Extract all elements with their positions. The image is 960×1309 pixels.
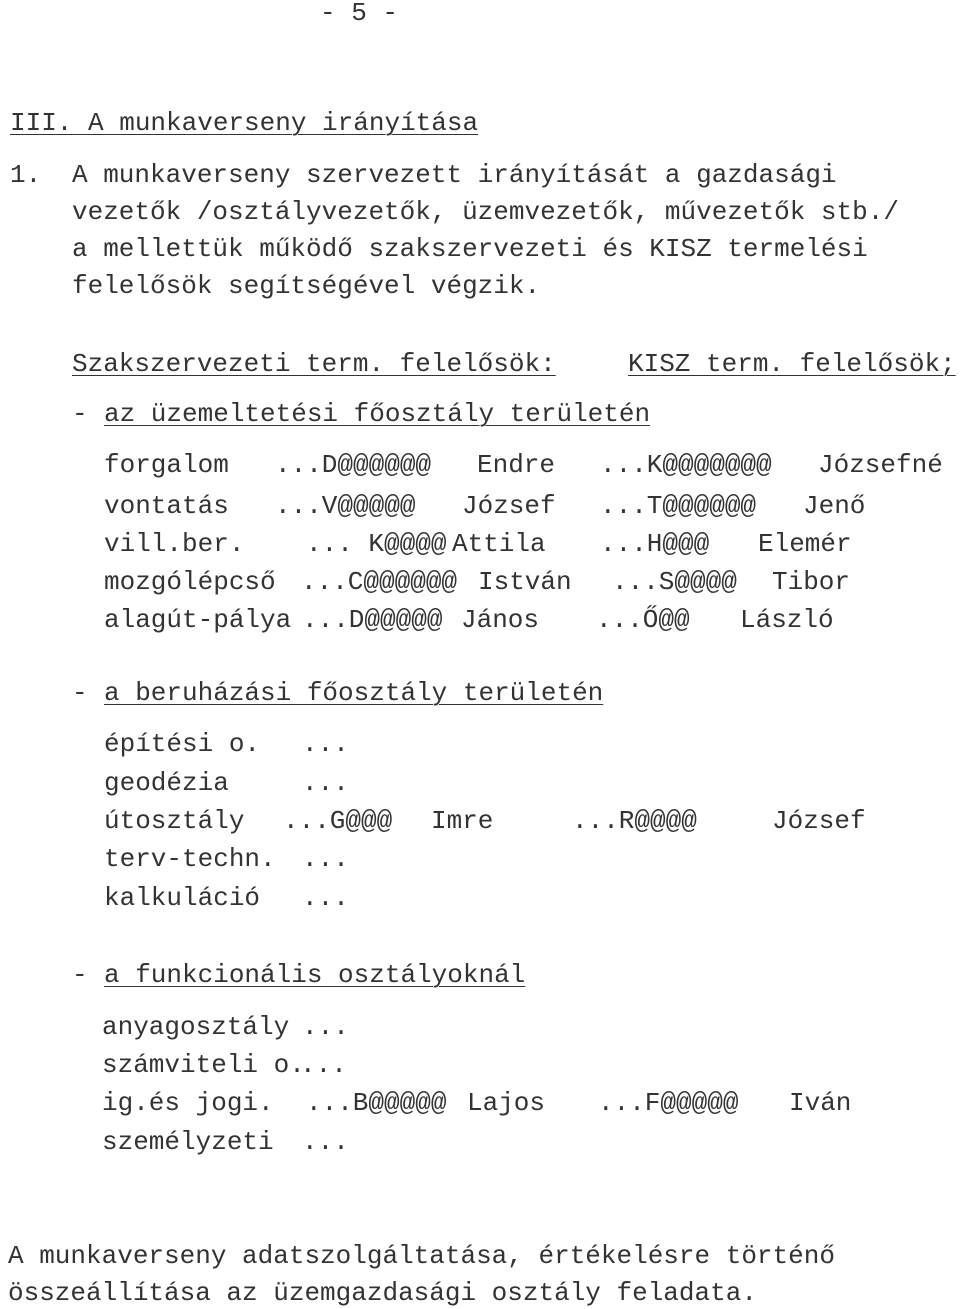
first-name-union: Endre [477,450,556,480]
person-union: ... [302,729,349,759]
dept-label: terv-techn. [104,844,276,874]
first-name-kisz: Iván [789,1088,852,1118]
person-union: ... [302,768,349,798]
operations-section-title: az üzemeltetési főosztály területén [104,399,651,429]
person-kisz: ...H@@@ [600,529,710,559]
dept-label: mozgólépcső [104,567,276,597]
dept-label: személyzeti [102,1127,274,1157]
person-union: ...C@@@@@@ [301,567,458,597]
person-union: ...B@@@@@ [306,1088,447,1118]
person-union: ... K@@@@ [306,529,447,559]
footer-line: összeállítása az üzemgazdasági osztály feladata. [8,1278,757,1308]
person-union: ... [300,1050,347,1080]
person-union: ... [302,1127,349,1157]
dept-label: vontatás [104,491,229,521]
person-union: ...D@@@@@@ [275,450,432,480]
section-title: III. A munkaverseny irányítása [10,108,479,138]
dept-label: vill.ber. [104,529,245,559]
person-union: ... [302,1012,349,1042]
footer-line: A munkaverseny adatszolgáltatása, értékelésre történő [8,1241,835,1271]
functional-section-title: a funkcionális osztályoknál [104,960,526,990]
paragraph-line: A munkaverseny szervezett irányítását a gazdasági [72,160,837,190]
person-union: ...V@@@@@ [275,491,416,521]
dept-label: számviteli o. [102,1050,305,1080]
person-union: ... [302,844,349,874]
first-name-kisz: Józsefné [818,450,943,480]
dept-label: forgalom [104,450,229,480]
paragraph-line: vezetők /osztályvezetők, üzemvezetők, művezetők stb./ [72,197,899,227]
dept-label: alagút-pálya [104,605,292,635]
dept-label: útosztály [104,806,245,836]
dept-label: ig.és jogi. [102,1088,274,1118]
person-kisz: ...S@@@@ [612,567,737,597]
dept-label: építési o. [104,729,261,759]
paragraph-number: 1. [10,160,42,190]
paragraph-line: a mellettük működő szakszervezeti és KISZ termelési [72,234,868,264]
first-name-union: János [461,605,540,635]
person-union: ...G@@@ [283,806,393,836]
person-kisz: ...R@@@@ [572,806,697,836]
first-name-union: József [462,491,556,521]
first-name-kisz: Elemér [758,529,852,559]
person-kisz: ...F@@@@@ [598,1088,739,1118]
investment-section-title: a beruházási főosztály területén [104,678,604,708]
first-name-kisz: Jenő [803,491,866,521]
first-name-union: Lajos [467,1088,546,1118]
first-name-kisz: Tibor [772,567,851,597]
person-union: ...D@@@@@ [302,605,443,635]
paragraph-line: felelősök segítségével végzik. [72,271,541,301]
section-dash: - [72,678,88,708]
person-kisz: ...T@@@@@@ [600,491,757,521]
dept-label: geodézia [104,768,229,798]
first-name-union: István [478,567,572,597]
first-name-kisz: József [772,806,866,836]
header-union-officers: Szakszervezeti term. felelősök: [72,349,556,379]
first-name-union: Imre [431,806,494,836]
first-name-union: Attila [452,529,546,559]
person-kisz: ...K@@@@@@@ [600,450,772,480]
section-dash: - [72,399,88,429]
section-dash: - [72,960,88,990]
page-number: - 5 - [320,0,399,28]
header-kisz-officers: KISZ term. felelősök; [628,349,956,379]
person-kisz: ...Ő@@ [596,605,690,635]
dept-label: anyagosztály [102,1012,290,1042]
first-name-kisz: László [740,605,834,635]
dept-label: kalkuláció [104,883,261,913]
person-union: ... [302,883,349,913]
